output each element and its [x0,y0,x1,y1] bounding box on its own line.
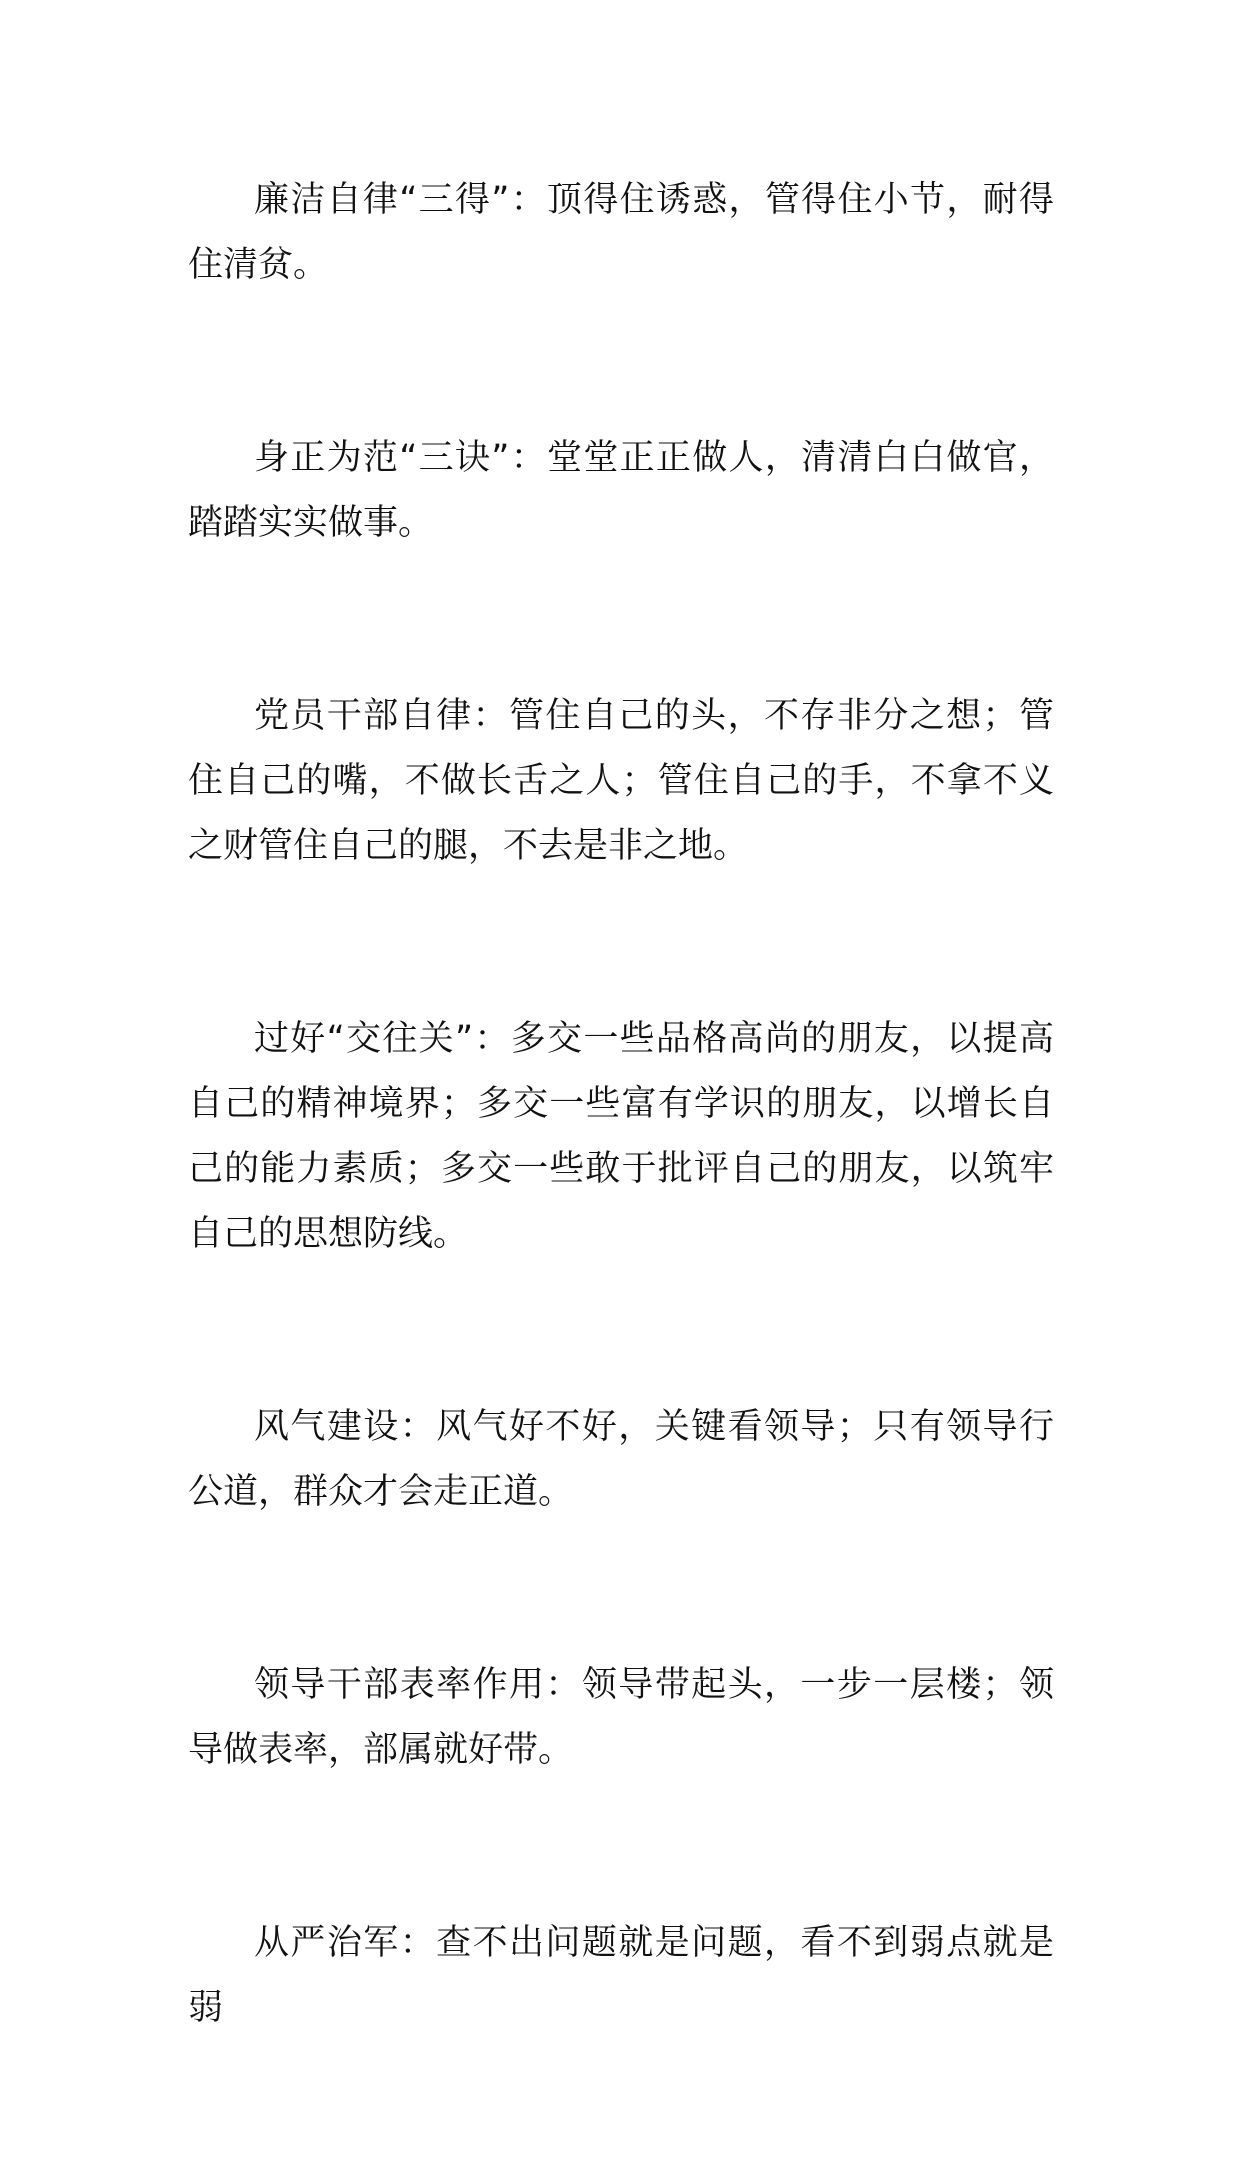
paragraph-lianjie-zilv: 廉洁自律“三得”：顶得住诱惑，管得住小节，耐得住清贫。 [188,180,1054,285]
paragraph-fengqi-jianshe: 风气建设：风气好不好，关键看领导；只有领导行公道，群众才会走正道。 [188,1407,1054,1512]
paragraph-congyan-zhijun: 从严治军：查不出问题就是问题，看不到弱点就是弱 [188,1923,1054,2028]
document-body [188,168,1054,2169]
paragraph-shenzheng-weifan: 身正为范“三诀”：堂堂正正做人，清清白白做官，踏踏实实做事。 [188,438,1054,543]
paragraph-dangyuan-ganbu-zilv: 党员干部自律：管住自己的头，不存非分之想；管住自己的嘴，不做长舌之人；管住自己的手，不拿不义之财管住自己的腿，不去是非之地。 [188,696,1054,866]
paragraph-lingdao-biaoshuai: 领导干部表率作用：领导带起头，一步一层楼；领导做表率，部属就好带。 [188,1665,1054,1770]
paragraph-jiaowang-guan: 过好“交往关”：多交一些品格高尚的朋友，以提高自己的精神境界；多交一些富有学识的朋友，以增长自己的能力素质；多交一些敢于批评自己的朋友，以筑牢自己的思想防线。 [188,1019,1054,1254]
